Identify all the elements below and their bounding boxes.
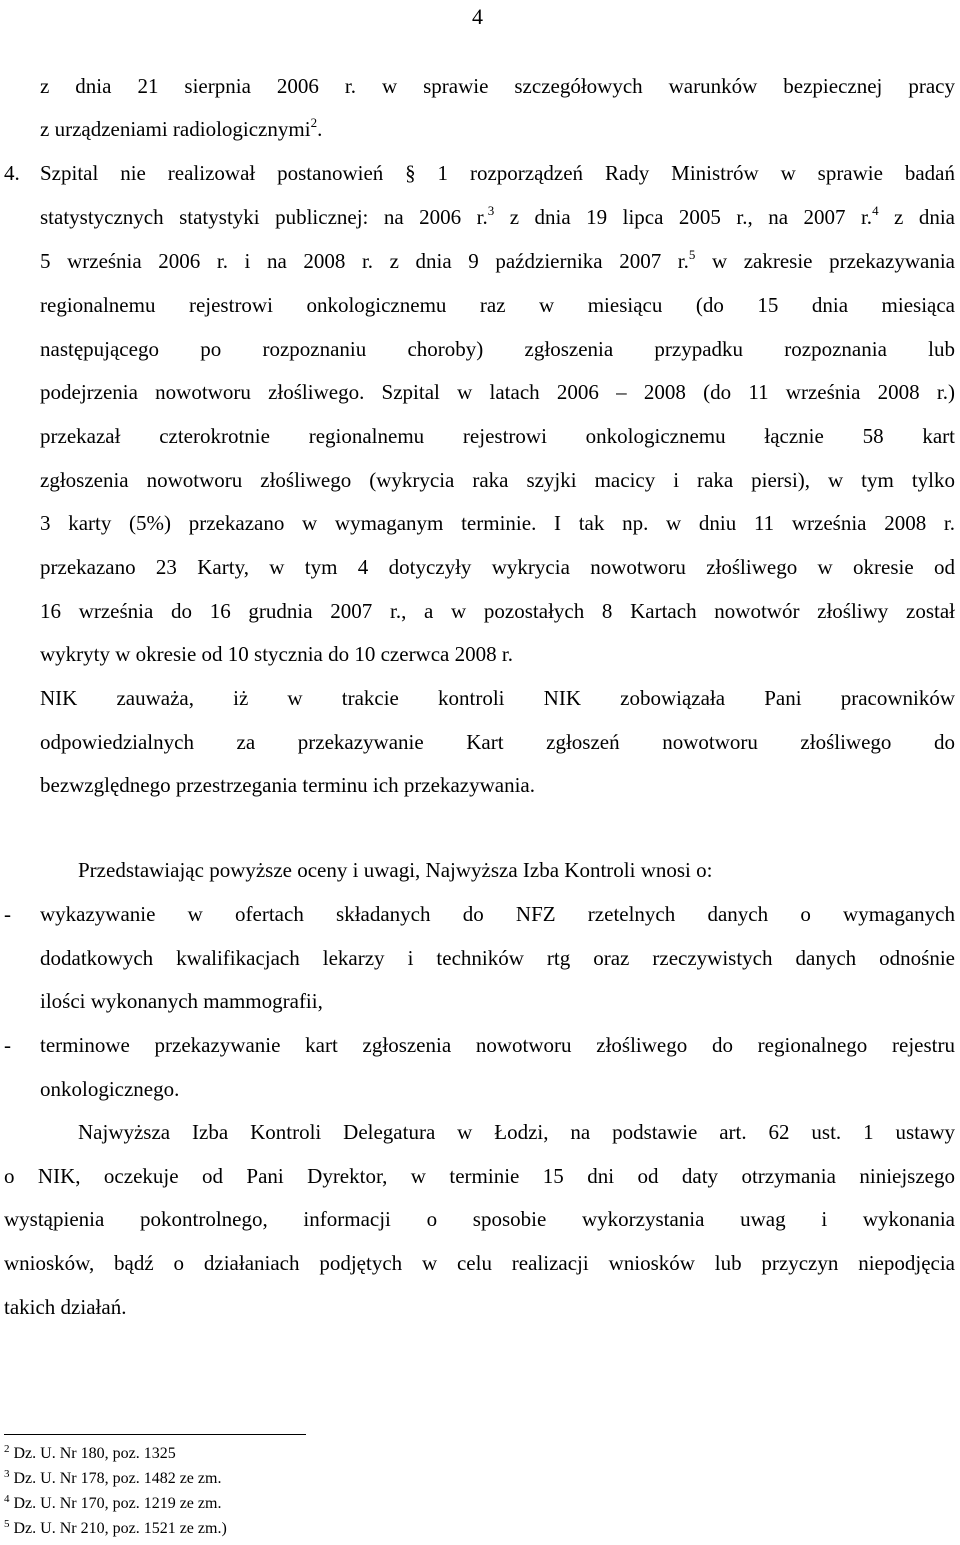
footnote-4 bbox=[4, 1493, 222, 1512]
para2-line-2c: z dnia bbox=[878, 205, 955, 229]
para2-line-2b: z dnia 19 lipca 2005 r., na 2007 r. bbox=[494, 205, 873, 229]
para2-line-2 bbox=[40, 203, 955, 229]
closing-line-4: wniosków, bądź o działaniach podjętych w celu realizacji wniosków lub przyczyn niepodjęcia bbox=[4, 1251, 955, 1275]
footnote-ref-5[interactable]: 5 bbox=[688, 247, 696, 262]
footnote-2-num: 2 bbox=[4, 1443, 10, 1455]
footnote-ref-3[interactable]: 3 bbox=[487, 203, 495, 218]
item2-line-1: terminowe przekazywanie kart zgłoszenia nowotworu złośliwego do regionalnego rejestru bbox=[40, 1033, 955, 1057]
closing-line-2: o NIK, oczekuje od Pani Dyrektor, w terminie 15 dni od daty otrzymania niniejszego bbox=[4, 1164, 955, 1188]
footnote-2-text: Dz. U. Nr 180, poz. 1325 bbox=[9, 1445, 176, 1462]
footnote-3-num: 3 bbox=[4, 1468, 10, 1480]
para2-line-3a: 5 września 2006 r. i na 2008 r. z dnia 9 października 2007 r. bbox=[40, 249, 689, 273]
list-number-4: 4. bbox=[4, 161, 20, 185]
footnote-separator bbox=[4, 1434, 306, 1435]
para2-line-12: wykryty w okresie od 10 stycznia do 10 czerwca 2008 r. bbox=[40, 642, 513, 666]
para2-line-3b: w zakresie przekazywania bbox=[695, 249, 955, 273]
footnote-ref-2[interactable]: 2 bbox=[310, 115, 318, 130]
footnote-2 bbox=[4, 1443, 176, 1462]
footnote-4-num: 4 bbox=[4, 1493, 10, 1505]
para2-line-3 bbox=[40, 247, 955, 273]
para3-line-2: odpowiedzialnych za przekazywanie Kart zgłoszeń nowotworu złośliwego do bbox=[40, 730, 955, 754]
para2-line-6: podejrzenia nowotworu złośliwego. Szpital w latach 2006 – 2008 (do 11 września 2008 r.) bbox=[40, 380, 955, 404]
para2-line-9: 3 karty (5%) przekazano w wymaganym terminie. I tak np. w dniu 11 września 2008 r. bbox=[40, 511, 955, 535]
item1-line-2: dodatkowych kwalifikacjach lekarzy i techników rtg oraz rzeczywistych danych odnośnie bbox=[40, 946, 955, 970]
item2-line-2: onkologicznego. bbox=[40, 1077, 180, 1101]
para2-line-2a: statystycznych statystyki publicznej: na 2006 r. bbox=[40, 205, 488, 229]
para2-line-11: 16 września do 16 grudnia 2007 r., a w pozostałych 8 Kartach nowotwór złośliwy został bbox=[40, 599, 955, 623]
footnote-3 bbox=[4, 1468, 222, 1487]
footnote-5-text: Dz. U. Nr 210, poz. 1521 ze zm.) bbox=[9, 1520, 227, 1537]
footnote-ref-4[interactable]: 4 bbox=[872, 203, 879, 218]
para2-line-8: zgłoszenia nowotworu złośliwego (wykrycia raka szyjki macicy i raka piersi), w tym tylko bbox=[40, 468, 955, 492]
list-dash-1: - bbox=[4, 902, 11, 926]
footnote-5 bbox=[4, 1518, 227, 1537]
footnote-5-num: 5 bbox=[4, 1518, 10, 1530]
para2-line-10: przekazano 23 Karty, w tym 4 dotyczyły wykrycia nowotworu złośliwego w okresie od bbox=[40, 555, 955, 579]
para2-line-7: przekazał czterokrotnie regionalnemu rejestrowi onkologicznemu łącznie 58 kart bbox=[40, 424, 955, 448]
closing-line-1: Najwyższa Izba Kontroli Delegatura w Łodzi, na podstawie art. 62 ust. 1 ustawy bbox=[78, 1120, 955, 1144]
footnote-3-text: Dz. U. Nr 178, poz. 1482 ze zm. bbox=[9, 1470, 222, 1487]
para1-line-2-end: . bbox=[317, 117, 323, 141]
para1-line-2 bbox=[40, 115, 323, 141]
page-number: 4 bbox=[472, 4, 483, 29]
item1-line-3: ilości wykonanych mammografii, bbox=[40, 989, 323, 1013]
footnote-4-text: Dz. U. Nr 170, poz. 1219 ze zm. bbox=[9, 1495, 222, 1512]
conclusions-intro: Przedstawiając powyższe oceny i uwagi, Najwyższa Izba Kontroli wnosi o: bbox=[78, 858, 713, 882]
para2-line-4: regionalnemu rejestrowi onkologicznemu raz w miesiącu (do 15 dnia miesiąca bbox=[40, 293, 955, 317]
para1-line-2-text: z urządzeniami radiologicznymi bbox=[40, 117, 311, 141]
closing-line-3: wystąpienia pokontrolnego, informacji o sposobie wykorzystania uwag i wykonania bbox=[4, 1207, 955, 1231]
para3-line-1: NIK zauważa, iż w trakcie kontroli NIK zobowiązała Pani pracowników bbox=[40, 686, 955, 710]
list-dash-2: - bbox=[4, 1033, 11, 1057]
para2-line-1: Szpital nie realizował postanowień § 1 rozporządzeń Rady Ministrów w sprawie badań bbox=[40, 161, 955, 185]
closing-line-5: takich działań. bbox=[4, 1295, 127, 1319]
para1-line-1: z dnia 21 sierpnia 2006 r. w sprawie szczegółowych warunków bezpiecznej pracy bbox=[40, 74, 955, 98]
item1-line-1: wykazywanie w ofertach składanych do NFZ rzetelnych danych o wymaganych bbox=[40, 902, 955, 926]
para3-line-3: bezwzględnego przestrzegania terminu ich przekazywania. bbox=[40, 773, 535, 797]
para2-line-5: następującego po rozpoznaniu choroby) zgłoszenia przypadku rozpoznania lub bbox=[40, 337, 955, 361]
